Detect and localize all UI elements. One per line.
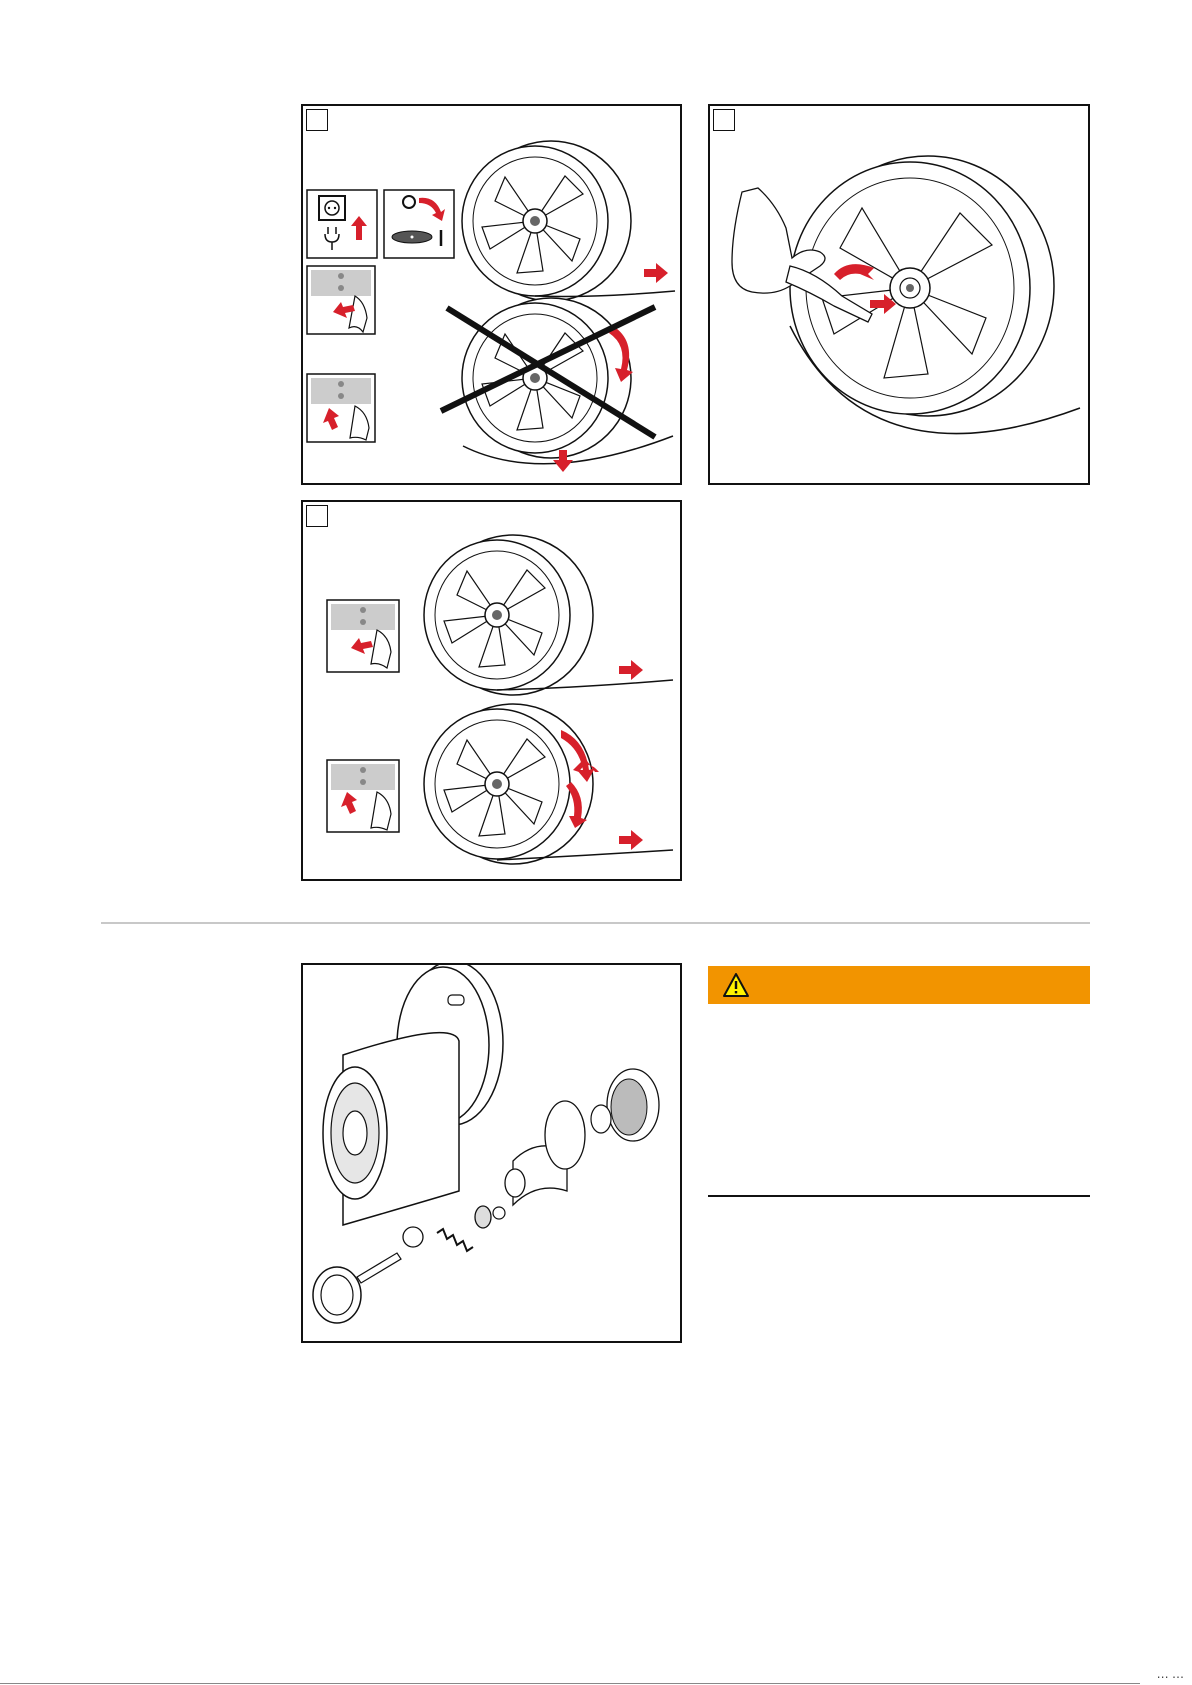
wire-spool-upper (462, 141, 675, 301)
wire-spool-upper (424, 535, 673, 695)
retaining-ring (313, 1267, 361, 1323)
spool-holder-exploded-view (303, 965, 680, 1341)
spool-holder-shaft (505, 1101, 585, 1205)
wire-feed-button-press-icon (327, 600, 399, 672)
warning-end-rule (708, 1195, 1090, 1197)
spool-cutting-illustration (710, 106, 1088, 483)
illustration-panel-feed-wire (301, 500, 682, 881)
spool-holder-body (323, 965, 503, 1225)
bolt (357, 1253, 401, 1283)
spool-removal-illustration (303, 106, 680, 483)
power-switch-off-icon (384, 190, 454, 258)
spring-and-nuts (403, 1206, 505, 1251)
page-number: ⋯ ⋯ (1156, 1670, 1184, 1684)
wire-feed-button-press-icon (307, 266, 375, 334)
warning-triangle-icon (722, 972, 750, 998)
wire-feed-button-release-icon (327, 760, 399, 832)
unplug-icon (307, 190, 377, 258)
illustration-panel-feed-stop (301, 104, 682, 485)
wire-feed-button-release-icon (307, 374, 375, 442)
section-divider (101, 922, 1090, 924)
illustration-panel-spool-holder-exploded (301, 963, 682, 1343)
page-footer-rule (0, 1683, 1140, 1684)
warning-banner (708, 966, 1090, 1004)
brake-disc (591, 1069, 659, 1141)
illustration-panel-cut-wire (708, 104, 1090, 485)
spool-feed-illustration (303, 502, 680, 879)
wire-spool-lower (424, 704, 673, 864)
